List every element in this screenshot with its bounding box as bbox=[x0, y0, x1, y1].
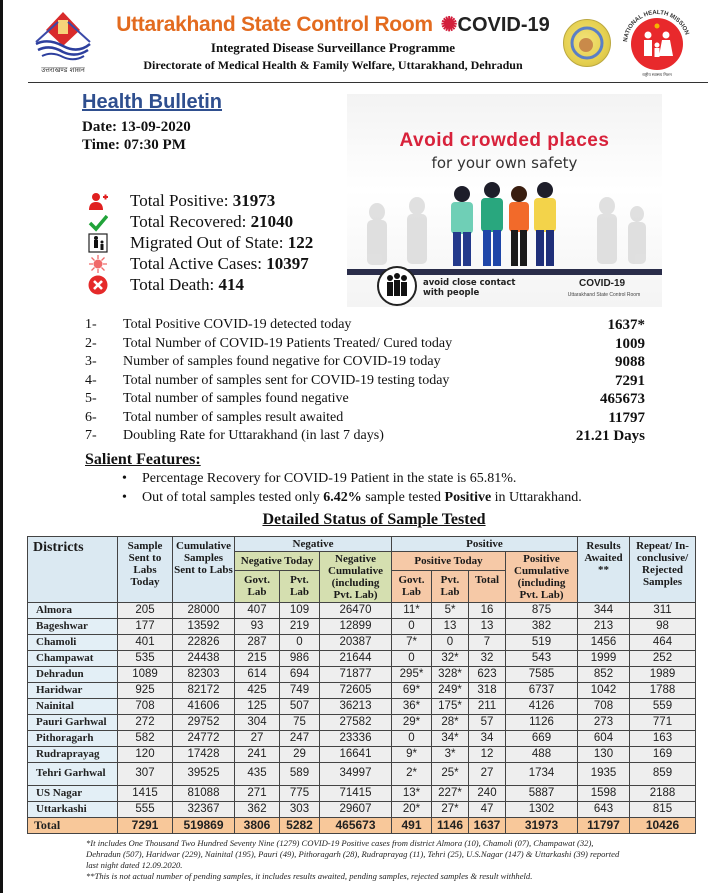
table-row bbox=[28, 785, 696, 801]
cell-neg-pvt: 109 bbox=[280, 602, 320, 618]
cell-district: Dehradun bbox=[28, 666, 118, 682]
bulletin-title: Health Bulletin bbox=[82, 91, 223, 113]
cell-pos-pvt: 249* bbox=[432, 682, 469, 698]
cell-cumulative-sent: 29752 bbox=[173, 714, 235, 730]
cell-pos-cumulative: 31973 bbox=[506, 817, 578, 833]
cell-pos-govt: 69* bbox=[392, 682, 432, 698]
active-cases-value: 10397 bbox=[266, 254, 309, 273]
cell-neg-cumulative: 26470 bbox=[320, 602, 392, 618]
cell-pos-total: 13 bbox=[469, 618, 506, 634]
sample-status-table bbox=[27, 536, 696, 834]
cell-sample-sent-today: 708 bbox=[118, 698, 173, 714]
cell-pos-pvt: 25* bbox=[432, 762, 469, 785]
item-number: 4- bbox=[85, 372, 97, 388]
item-label: Total number of samples sent for COVID-19 testing today bbox=[123, 372, 450, 388]
cell-neg-pvt: 986 bbox=[280, 650, 320, 666]
cell-neg-govt: 425 bbox=[235, 682, 280, 698]
cell-sample-sent-today: 555 bbox=[118, 801, 173, 817]
cell-pos-total: 47 bbox=[469, 801, 506, 817]
col-negative: Negative bbox=[235, 536, 392, 551]
cell-neg-govt: 407 bbox=[235, 602, 280, 618]
footnote-line: **This is not actual number of pending samples, it includes results awaited, pending samples, rejected samples & result withheld. bbox=[86, 870, 533, 881]
cell-neg-govt: 93 bbox=[235, 618, 280, 634]
virus-icon bbox=[88, 254, 108, 274]
stat-total-death bbox=[88, 274, 343, 295]
daily-item bbox=[85, 353, 655, 372]
cell-neg-cumulative: 29607 bbox=[320, 801, 392, 817]
cell-pos-cumulative: 1734 bbox=[506, 762, 578, 785]
cell-pos-govt: 0 bbox=[392, 730, 432, 746]
cell-repeat-rejected: 252 bbox=[630, 650, 696, 666]
date-value: 13-09-2020 bbox=[120, 119, 191, 135]
cell-cumulative-sent: 32367 bbox=[173, 801, 235, 817]
daily-item bbox=[85, 372, 655, 391]
date-label: Date: bbox=[82, 119, 117, 135]
cell-neg-govt: 287 bbox=[235, 634, 280, 650]
table-row bbox=[28, 762, 696, 785]
cell-district: Chamoli bbox=[28, 634, 118, 650]
table-row bbox=[28, 714, 696, 730]
footnotes bbox=[86, 838, 720, 888]
stat-total-positive bbox=[88, 190, 343, 211]
header bbox=[0, 0, 720, 84]
salient-bullet bbox=[122, 489, 720, 508]
migrants-icon bbox=[88, 233, 108, 253]
cell-neg-pvt: 5282 bbox=[280, 817, 320, 833]
cell-pos-govt: 491 bbox=[392, 817, 432, 833]
table-row bbox=[28, 634, 696, 650]
stat-label: Total Active Cases: bbox=[130, 254, 262, 273]
cell-pos-govt: 36* bbox=[392, 698, 432, 714]
cell-cumulative-sent: 24772 bbox=[173, 730, 235, 746]
people-icon bbox=[377, 266, 417, 306]
table-row bbox=[28, 666, 696, 682]
cell-neg-cumulative: 71877 bbox=[320, 666, 392, 682]
cell-pos-pvt: 1146 bbox=[432, 817, 469, 833]
header-subtitle: Integrated Disease Surveillance Programme bbox=[210, 40, 456, 55]
cell-sample-sent-today: 177 bbox=[118, 618, 173, 634]
cell-neg-govt: 271 bbox=[235, 785, 280, 801]
cell-neg-pvt: 219 bbox=[280, 618, 320, 634]
col-positive-cumulative: Positive Cumulative (including Pvt. Lab) bbox=[506, 551, 578, 602]
cell-repeat-rejected: 2188 bbox=[630, 785, 696, 801]
col-pos-total: Total bbox=[469, 571, 506, 602]
bullet-text: Percentage Recovery for COVID-19 Patient in the state is 65.81%. bbox=[142, 470, 517, 486]
cell-cumulative-sent: 17428 bbox=[173, 746, 235, 762]
cell-pos-total: 34 bbox=[469, 730, 506, 746]
daily-item-value: 11797 bbox=[608, 409, 645, 426]
virus-icon: ✺ bbox=[440, 14, 458, 36]
cell-pos-cumulative: 669 bbox=[506, 730, 578, 746]
migrated-value: 122 bbox=[287, 233, 314, 252]
col-pos-govt-lab: Govt. Lab bbox=[392, 571, 432, 602]
cell-neg-cumulative: 12899 bbox=[320, 618, 392, 634]
cell-neg-pvt: 775 bbox=[280, 785, 320, 801]
cell-pos-cumulative: 875 bbox=[506, 602, 578, 618]
cell-pos-total: 240 bbox=[469, 785, 506, 801]
cell-cumulative-sent: 81088 bbox=[173, 785, 235, 801]
footnote-line: last night dated 12.09.2020. bbox=[86, 859, 183, 870]
table-row bbox=[28, 730, 696, 746]
cell-repeat-rejected: 464 bbox=[630, 634, 696, 650]
table-row bbox=[28, 618, 696, 634]
table-total-row bbox=[28, 817, 696, 833]
cell-district: Champawat bbox=[28, 650, 118, 666]
cell-district: Tehri Garhwal bbox=[28, 762, 118, 785]
cell-pos-cumulative: 5887 bbox=[506, 785, 578, 801]
header-divider bbox=[28, 82, 708, 83]
stat-label: Total Death: bbox=[130, 275, 215, 294]
time-value: 07:30 PM bbox=[123, 137, 186, 153]
cell-district: Bageshwar bbox=[28, 618, 118, 634]
daily-item-value: 465673 bbox=[600, 391, 645, 407]
cell-pos-pvt: 328* bbox=[432, 666, 469, 682]
stat-label: Total Recovered: bbox=[130, 212, 247, 231]
cell-pos-pvt: 227* bbox=[432, 785, 469, 801]
cell-pos-govt: 0 bbox=[392, 618, 432, 634]
item-label: Number of samples found negative for COVID-19 today bbox=[123, 354, 441, 369]
table-row bbox=[28, 602, 696, 618]
cell-district: Rudraprayag bbox=[28, 746, 118, 762]
col-positive-today: Positive Today bbox=[392, 551, 506, 571]
table-row bbox=[28, 746, 696, 762]
cell-pos-govt: 0 bbox=[392, 650, 432, 666]
cell-pos-cumulative: 382 bbox=[506, 618, 578, 634]
cell-pos-cumulative: 6737 bbox=[506, 682, 578, 698]
cell-pos-cumulative: 488 bbox=[506, 746, 578, 762]
covid-badge bbox=[441, 12, 550, 37]
checkmark-icon bbox=[88, 212, 108, 232]
bullet-text: Out of total samples tested only 6.42% sample tested Positive in Uttarakhand. bbox=[142, 489, 582, 505]
cell-neg-govt: 27 bbox=[235, 730, 280, 746]
cell-sample-sent-today: 535 bbox=[118, 650, 173, 666]
cell-results-awaited: 1598 bbox=[578, 785, 630, 801]
cell-repeat-rejected: 1989 bbox=[630, 666, 696, 682]
cell-neg-cumulative: 27582 bbox=[320, 714, 392, 730]
daily-item bbox=[85, 409, 655, 428]
cell-sample-sent-today: 582 bbox=[118, 730, 173, 746]
cell-results-awaited: 11797 bbox=[578, 817, 630, 833]
cell-results-awaited: 273 bbox=[578, 714, 630, 730]
cell-cumulative-sent: 82303 bbox=[173, 666, 235, 682]
cell-neg-pvt: 589 bbox=[280, 762, 320, 785]
bulletin-time bbox=[82, 136, 186, 154]
cell-district: Pauri Garhwal bbox=[28, 714, 118, 730]
stat-total-recovered bbox=[88, 211, 343, 232]
cell-pos-govt: 29* bbox=[392, 714, 432, 730]
col-negative-cumulative: Negative Cumulative (including Pvt. Lab) bbox=[320, 551, 392, 602]
header-title-row bbox=[108, 12, 558, 37]
contact-line: with people bbox=[423, 288, 480, 298]
cell-cumulative-sent: 13592 bbox=[173, 618, 235, 634]
daily-item bbox=[85, 427, 655, 446]
salient-features-heading: Salient Features: bbox=[85, 450, 201, 468]
cell-neg-govt: 215 bbox=[235, 650, 280, 666]
cell-neg-pvt: 247 bbox=[280, 730, 320, 746]
salient-bullet bbox=[122, 470, 720, 489]
table-row bbox=[28, 650, 696, 666]
cell-repeat-rejected: 169 bbox=[630, 746, 696, 762]
nhm-arc-text: NATIONAL HEALTH MISSION bbox=[623, 9, 690, 43]
table-body bbox=[28, 602, 696, 833]
cell-pos-pvt: 175* bbox=[432, 698, 469, 714]
summary-stats bbox=[88, 190, 343, 295]
stat-active-cases bbox=[88, 253, 343, 274]
table-row bbox=[28, 698, 696, 714]
cell-neg-cumulative: 36213 bbox=[320, 698, 392, 714]
cell-pos-cumulative: 543 bbox=[506, 650, 578, 666]
cell-neg-govt: 362 bbox=[235, 801, 280, 817]
cell-pos-total: 1637 bbox=[469, 817, 506, 833]
cell-pos-pvt: 3* bbox=[432, 746, 469, 762]
cell-neg-pvt: 0 bbox=[280, 634, 320, 650]
cell-cumulative-sent: 41606 bbox=[173, 698, 235, 714]
cell-district: Pithoragarh bbox=[28, 730, 118, 746]
item-number: 5- bbox=[85, 391, 97, 406]
daily-item bbox=[85, 316, 655, 335]
header-directorate: Directorate of Medical Health & Family Welfare, Uttarakhand, Dehradun bbox=[143, 58, 523, 72]
cell-neg-cumulative: 23336 bbox=[320, 730, 392, 746]
x-circle-icon bbox=[88, 275, 108, 295]
cell-pos-govt: 20* bbox=[392, 801, 432, 817]
item-label: Doubling Rate for Uttarakhand (in last 7 days) bbox=[123, 428, 384, 443]
cell-neg-govt: 3806 bbox=[235, 817, 280, 833]
item-number: 7- bbox=[85, 428, 97, 443]
banner-covid-sub: Uttarakhand State Control Room bbox=[567, 292, 641, 298]
cell-neg-cumulative: 20387 bbox=[320, 634, 392, 650]
cell-sample-sent-today: 1089 bbox=[118, 666, 173, 682]
cell-pos-total: 32 bbox=[469, 650, 506, 666]
cell-neg-pvt: 694 bbox=[280, 666, 320, 682]
cell-pos-cumulative: 4126 bbox=[506, 698, 578, 714]
cell-neg-pvt: 75 bbox=[280, 714, 320, 730]
cell-sample-sent-today: 307 bbox=[118, 762, 173, 785]
cell-cumulative-sent: 39525 bbox=[173, 762, 235, 785]
bulletin-section bbox=[0, 84, 720, 316]
cell-pos-pvt: 5* bbox=[432, 602, 469, 618]
cell-district: Haridwar bbox=[28, 682, 118, 698]
crowd-illustration bbox=[347, 182, 662, 270]
cell-pos-total: 623 bbox=[469, 666, 506, 682]
cell-sample-sent-today: 925 bbox=[118, 682, 173, 698]
col-neg-govt-lab: Govt. Lab bbox=[235, 571, 280, 602]
item-number: 3- bbox=[85, 354, 97, 369]
cell-pos-total: 7 bbox=[469, 634, 506, 650]
daily-item bbox=[85, 390, 655, 409]
cell-repeat-rejected: 10426 bbox=[630, 817, 696, 833]
nhm-hindi-text: राष्ट्रीय स्वास्थ्य मिशन bbox=[642, 72, 672, 77]
cell-cumulative-sent: 22826 bbox=[173, 634, 235, 650]
cell-pos-total: 57 bbox=[469, 714, 506, 730]
cell-district: Uttarkashi bbox=[28, 801, 118, 817]
cell-pos-govt: 13* bbox=[392, 785, 432, 801]
table-row bbox=[28, 682, 696, 698]
col-negative-today: Negative Today bbox=[235, 551, 320, 571]
cell-results-awaited: 1999 bbox=[578, 650, 630, 666]
footnote-line: *It includes One Thousand Two Hundred Seventy Nine (1279) COVID-19 Positive cases from district Almora (10), Chamoli (07), Champawat (32), bbox=[86, 837, 594, 848]
col-results-awaited: Results Awaited ** bbox=[578, 536, 630, 602]
bullet-dot: • bbox=[122, 489, 127, 505]
cell-results-awaited: 643 bbox=[578, 801, 630, 817]
cell-neg-pvt: 29 bbox=[280, 746, 320, 762]
cell-neg-pvt: 303 bbox=[280, 801, 320, 817]
col-positive: Positive bbox=[392, 536, 578, 551]
cell-pos-pvt: 13 bbox=[432, 618, 469, 634]
cell-sample-sent-today: 7291 bbox=[118, 817, 173, 833]
cell-pos-pvt: 27* bbox=[432, 801, 469, 817]
table-row bbox=[28, 801, 696, 817]
cell-neg-cumulative: 34997 bbox=[320, 762, 392, 785]
emblem-icon bbox=[28, 8, 98, 64]
idsp-logo-icon bbox=[563, 19, 611, 67]
item-number: 6- bbox=[85, 409, 97, 425]
table-title: Detailed Status of Sample Tested bbox=[262, 510, 486, 528]
col-pos-pvt-lab: Pvt. Lab bbox=[432, 571, 469, 602]
total-death-value: 414 bbox=[218, 275, 245, 294]
cell-pos-pvt: 0 bbox=[432, 634, 469, 650]
cell-results-awaited: 344 bbox=[578, 602, 630, 618]
logo-caption: उत्तराखण्ड शासन bbox=[41, 66, 85, 74]
cell-district: Total bbox=[28, 817, 118, 833]
cell-results-awaited: 130 bbox=[578, 746, 630, 762]
cell-cumulative-sent: 519869 bbox=[173, 817, 235, 833]
cell-pos-cumulative: 7585 bbox=[506, 666, 578, 682]
user-plus-icon bbox=[88, 191, 108, 211]
cell-sample-sent-today: 205 bbox=[118, 602, 173, 618]
cell-results-awaited: 1456 bbox=[578, 634, 630, 650]
cell-repeat-rejected: 815 bbox=[630, 801, 696, 817]
stat-label: Migrated Out of State: bbox=[130, 233, 284, 252]
item-label: Total number of samples result awaited bbox=[123, 409, 344, 425]
total-positive-value: 31973 bbox=[232, 191, 276, 210]
cell-neg-govt: 304 bbox=[235, 714, 280, 730]
cell-pos-govt: 9* bbox=[392, 746, 432, 762]
col-cumulative-sent: Cumulative Samples Sent to Labs bbox=[173, 536, 235, 602]
banner-contact-text bbox=[423, 278, 515, 298]
uttarakhand-govt-logo bbox=[28, 8, 98, 80]
cell-pos-govt: 295* bbox=[392, 666, 432, 682]
item-label: Total Number of COVID-19 Patients Treated/ Cured today bbox=[123, 335, 453, 351]
cell-pos-pvt: 28* bbox=[432, 714, 469, 730]
cell-sample-sent-today: 401 bbox=[118, 634, 173, 650]
cell-district: Nainital bbox=[28, 698, 118, 714]
daily-item-value: 9088 bbox=[615, 354, 645, 370]
cell-neg-cumulative: 465673 bbox=[320, 817, 392, 833]
cell-neg-cumulative: 71415 bbox=[320, 785, 392, 801]
cell-pos-cumulative: 1126 bbox=[506, 714, 578, 730]
cell-neg-govt: 614 bbox=[235, 666, 280, 682]
cell-results-awaited: 852 bbox=[578, 666, 630, 682]
daily-item-value: 21.21 Days bbox=[575, 428, 645, 444]
covid-badge-text: COVID-19 bbox=[457, 14, 550, 36]
cell-results-awaited: 213 bbox=[578, 618, 630, 634]
cell-pos-govt: 2* bbox=[392, 762, 432, 785]
cell-pos-total: 211 bbox=[469, 698, 506, 714]
awareness-banner-image bbox=[347, 94, 662, 307]
stat-migrated bbox=[88, 232, 343, 253]
cell-repeat-rejected: 559 bbox=[630, 698, 696, 714]
contact-line: avoid close contact bbox=[423, 278, 516, 288]
item-label: Total Positive COVID-19 detected today bbox=[123, 317, 352, 332]
cell-neg-govt: 125 bbox=[235, 698, 280, 714]
cell-cumulative-sent: 28000 bbox=[173, 602, 235, 618]
bullet-dot: • bbox=[122, 470, 127, 486]
cell-results-awaited: 604 bbox=[578, 730, 630, 746]
cell-repeat-rejected: 771 bbox=[630, 714, 696, 730]
banner-headline: Avoid crowded places bbox=[399, 130, 610, 151]
cell-cumulative-sent: 24438 bbox=[173, 650, 235, 666]
banner-covid-badge: COVID-19 bbox=[579, 278, 626, 289]
cell-pos-total: 318 bbox=[469, 682, 506, 698]
daily-items-list bbox=[85, 316, 655, 446]
bulletin-date bbox=[82, 118, 191, 136]
cell-neg-cumulative: 72605 bbox=[320, 682, 392, 698]
col-repeat-rejected: Repeat/ In-conclusive/ Rejected Samples bbox=[630, 536, 696, 602]
cell-sample-sent-today: 1415 bbox=[118, 785, 173, 801]
cell-repeat-rejected: 163 bbox=[630, 730, 696, 746]
cell-pos-total: 16 bbox=[469, 602, 506, 618]
cell-results-awaited: 708 bbox=[578, 698, 630, 714]
cell-pos-pvt: 32* bbox=[432, 650, 469, 666]
stat-label: Total Positive: bbox=[130, 191, 229, 210]
col-districts: Districts bbox=[28, 536, 118, 602]
cell-results-awaited: 1042 bbox=[578, 682, 630, 698]
daily-item bbox=[85, 335, 655, 354]
cell-neg-govt: 241 bbox=[235, 746, 280, 762]
daily-item-value: 1009 bbox=[615, 335, 645, 352]
header-title: Uttarakhand State Control Room bbox=[116, 13, 433, 36]
footnote-line: Dehradun (507), Haridwar (229), Nainital (195), Pauri (49), Pithoragarh (28), Rudraprayag (11), Tehri (25), U.S.Nagar (147) & Uttarkashi (39) reported bbox=[86, 848, 620, 859]
cell-results-awaited: 1935 bbox=[578, 762, 630, 785]
time-label: Time: bbox=[82, 137, 121, 153]
cell-repeat-rejected: 98 bbox=[630, 618, 696, 634]
cell-neg-govt: 435 bbox=[235, 762, 280, 785]
cell-pos-govt: 7* bbox=[392, 634, 432, 650]
item-label: Total number of samples found negative bbox=[123, 391, 349, 406]
cell-repeat-rejected: 859 bbox=[630, 762, 696, 785]
cell-repeat-rejected: 1788 bbox=[630, 682, 696, 698]
cell-repeat-rejected: 311 bbox=[630, 602, 696, 618]
cell-pos-cumulative: 1302 bbox=[506, 801, 578, 817]
cell-district: Almora bbox=[28, 602, 118, 618]
banner-subline: for your own safety bbox=[431, 154, 578, 172]
cell-pos-cumulative: 519 bbox=[506, 634, 578, 650]
total-recovered-value: 21040 bbox=[250, 212, 294, 231]
daily-item-value: 1637* bbox=[607, 317, 645, 333]
daily-item-value: 7291 bbox=[615, 372, 645, 389]
col-neg-pvt-lab: Pvt. Lab bbox=[280, 571, 320, 602]
cell-neg-cumulative: 21644 bbox=[320, 650, 392, 666]
cell-neg-cumulative: 16641 bbox=[320, 746, 392, 762]
cell-neg-pvt: 507 bbox=[280, 698, 320, 714]
item-number: 2- bbox=[85, 335, 97, 351]
cell-neg-pvt: 749 bbox=[280, 682, 320, 698]
cell-cumulative-sent: 82172 bbox=[173, 682, 235, 698]
item-number: 1- bbox=[85, 317, 97, 332]
national-health-mission-logo bbox=[617, 4, 697, 80]
cell-pos-govt: 11* bbox=[392, 602, 432, 618]
col-sample-sent-today: Sample Sent to Labs Today bbox=[118, 536, 173, 602]
cell-pos-total: 12 bbox=[469, 746, 506, 762]
cell-sample-sent-today: 272 bbox=[118, 714, 173, 730]
cell-pos-pvt: 34* bbox=[432, 730, 469, 746]
cell-sample-sent-today: 120 bbox=[118, 746, 173, 762]
cell-district: US Nagar bbox=[28, 785, 118, 801]
cell-pos-total: 27 bbox=[469, 762, 506, 785]
